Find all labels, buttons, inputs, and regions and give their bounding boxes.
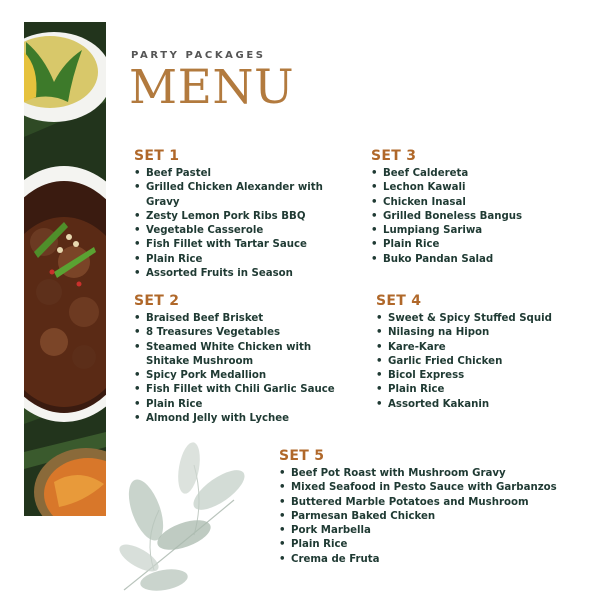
list-item: • Buko Pandan Salad xyxy=(371,253,571,267)
list-item: • Beef Pot Roast with Mushroom Gravy xyxy=(279,467,579,481)
party-packages-label: PARTY PACKAGES xyxy=(131,50,266,61)
set-title: SET 2 xyxy=(134,293,180,309)
list-item: • Beef Pastel xyxy=(134,167,354,181)
set-items xyxy=(376,312,576,412)
list-item: • Beef Caldereta xyxy=(371,167,571,181)
list-item: • Assorted Fruits in Season xyxy=(134,267,354,281)
list-item: • Parmesan Baked Chicken xyxy=(279,510,579,524)
set-items xyxy=(134,312,354,426)
list-item: • Lumpiang Sariwa xyxy=(371,224,571,238)
list-item: • Plain Rice xyxy=(371,238,571,252)
list-item: • Braised Beef Brisket xyxy=(134,312,354,326)
list-item: • Zesty Lemon Pork Ribs BBQ xyxy=(134,210,354,224)
set-title: SET 4 xyxy=(376,293,422,309)
list-item: • Nilasing na Hipon xyxy=(376,326,576,340)
set-title: SET 1 xyxy=(134,148,180,164)
list-item: • 8 Treasures Vegetables xyxy=(134,326,354,340)
set-4 xyxy=(376,292,576,412)
list-item: • Grilled Boneless Bangus xyxy=(371,210,571,224)
list-item: • Pork Marbella xyxy=(279,524,579,538)
list-item: • Buttered Marble Potatoes and Mushroom xyxy=(279,496,579,510)
set-title: SET 5 xyxy=(279,448,325,464)
list-item: • Vegetable Casserole xyxy=(134,224,354,238)
set-items xyxy=(371,167,571,267)
list-item: • Plain Rice xyxy=(134,253,354,267)
list-item: • Plain Rice xyxy=(134,398,354,412)
list-item: • Crema de Fruta xyxy=(279,553,579,567)
set-3 xyxy=(371,147,571,267)
set-title: SET 3 xyxy=(371,148,417,164)
set-items xyxy=(279,467,579,567)
set-items xyxy=(134,167,354,281)
watercolor-leaves-icon xyxy=(84,440,284,600)
list-item: • Lechon Kawali xyxy=(371,181,571,195)
set-5 xyxy=(279,447,579,567)
list-item: • Steamed White Chicken with Shitake Mushroom xyxy=(134,341,354,370)
set-2 xyxy=(134,292,354,426)
list-item: • Grilled Chicken Alexander with Gravy xyxy=(134,181,354,210)
list-item: • Sweet & Spicy Stuffed Squid xyxy=(376,312,576,326)
list-item: • Fish Fillet with Tartar Sauce xyxy=(134,238,354,252)
list-item: • Plain Rice xyxy=(376,383,576,397)
list-item: • Garlic Fried Chicken xyxy=(376,355,576,369)
list-item: • Chicken Inasal xyxy=(371,196,571,210)
list-item: • Almond Jelly with Lychee xyxy=(134,412,354,426)
list-item: • Fish Fillet with Chili Garlic Sauce xyxy=(134,383,354,397)
list-item: • Plain Rice xyxy=(279,538,579,552)
menu-title: MENU xyxy=(129,60,295,115)
list-item: • Kare-Kare xyxy=(376,341,576,355)
list-item: • Mixed Seafood in Pesto Sauce with Garbanzos xyxy=(279,481,579,495)
list-item: • Spicy Pork Medallion xyxy=(134,369,354,383)
list-item: • Assorted Kakanin xyxy=(376,398,576,412)
set-1 xyxy=(134,147,354,281)
list-item: • Bicol Express xyxy=(376,369,576,383)
